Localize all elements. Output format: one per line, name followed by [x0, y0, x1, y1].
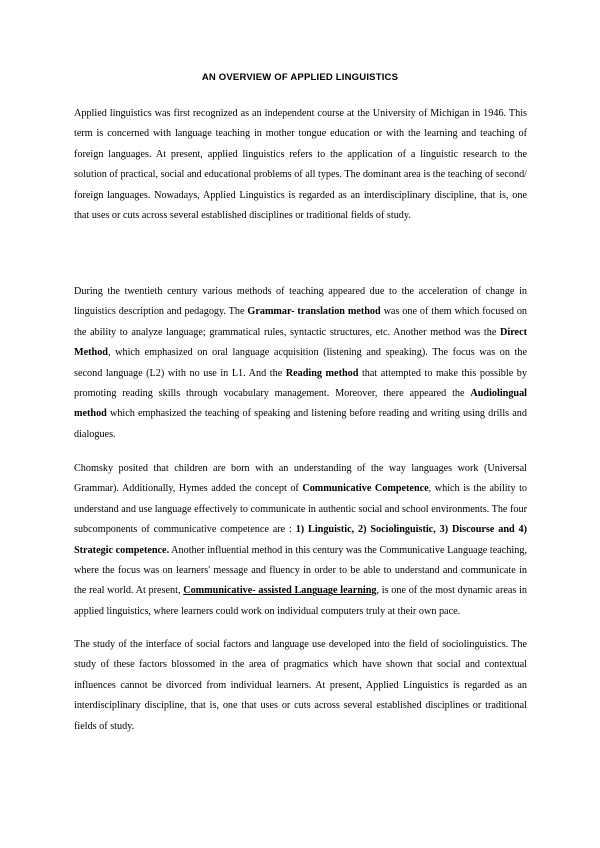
- communicative-competence-term: Communicative Competence: [302, 483, 429, 495]
- page-title: AN OVERVIEW OF APPLIED LINGUISTICS: [201, 72, 399, 83]
- p3-text-2: , which is the ability to understand and use language effectively to communicate in authentic social and school environments. The four subcomponents of communicative competence are :: [74, 483, 527, 536]
- subcomponents-term: 1) Linguistic, 2) Sociolinguistic, 3) Discourse and 4) Strategic competence.: [74, 524, 527, 556]
- p3-text-3: Another influential method in this century was the Communicative Language teaching, where the focus was on learners' message and fluency in order to be able to understand and communicate in the real world. At present,: [74, 544, 527, 597]
- paragraph-intro: [74, 104, 527, 226]
- p2-text-5: which emphasized the teaching of speaking and listening before reading and writing using drills and dialogues.: [74, 408, 527, 440]
- reading-method-term: Reading method: [285, 367, 359, 379]
- paragraph-teaching-methods: [74, 282, 527, 445]
- paragraph-communicative-competence: [74, 459, 527, 622]
- p2-text-1: During the twentieth century various methods of teaching appeared due to the acceleration of change in linguistics description and pedagogy. The: [74, 286, 527, 318]
- audiolingual-method-term: Audiolingual method: [74, 388, 527, 420]
- grammar-translation-method-term: Grammar- translation method: [247, 306, 381, 318]
- p3-text-4: , is one of the most dynamic areas in applied linguistics, where learners could work on individual computers truly at their own pace.: [74, 585, 527, 617]
- paragraph-intro-text: Applied linguistics was first recognized as an independent course at the University of Michigan in 1946. This term is concerned with language teaching in mother tongue education or with the learning and teaching of foreign languages. At present, applied linguistics refers to the application of a linguistic research to the solution of practical, social and educational problems of all types. The dominant area is the teaching of second/ foreign languages. Nowadays, Applied Linguistics is regarded as an interdisciplinary discipline, that is, one that uses or cuts across several established disciplines or traditional fields of study.: [74, 108, 527, 222]
- communicative-assisted-learning-term: Communicative- assisted Language learning: [183, 585, 377, 597]
- direct-method-term: Direct Method: [74, 326, 527, 359]
- p3-text-1: Chomsky posited that children are born with an understanding of the way languages work (Universal Grammar). Additionally, Hymes added the concept of: [74, 463, 527, 495]
- p2-text-3: , which emphasized on oral language acquisition (listening and speaking). The focus was on the second language (L2) with no use in L1. And the: [74, 347, 527, 379]
- p2-text-4: that attempted to make this possible by promoting reading skills through vocabulary management. Moreover, there appeared the: [74, 367, 527, 400]
- p2-text-2: was one of them which focused on the ability to analyze language; grammatical rules, syntactic structures, etc. Another method was the: [74, 306, 528, 338]
- paragraph-sociolinguistics-text: The study of the interface of social factors and language use developed into the field of sociolinguistics. The study of these factors blossomed in the area of pragmatics which have shown that social and contextual influences cannot be divorced from individual learners. At present, Applied Linguistics is regarded as an interdisciplinary discipline, that is, one that uses or cuts across several established disciplines or traditional fields of study.: [74, 639, 527, 732]
- paragraph-sociolinguistics: [74, 635, 527, 737]
